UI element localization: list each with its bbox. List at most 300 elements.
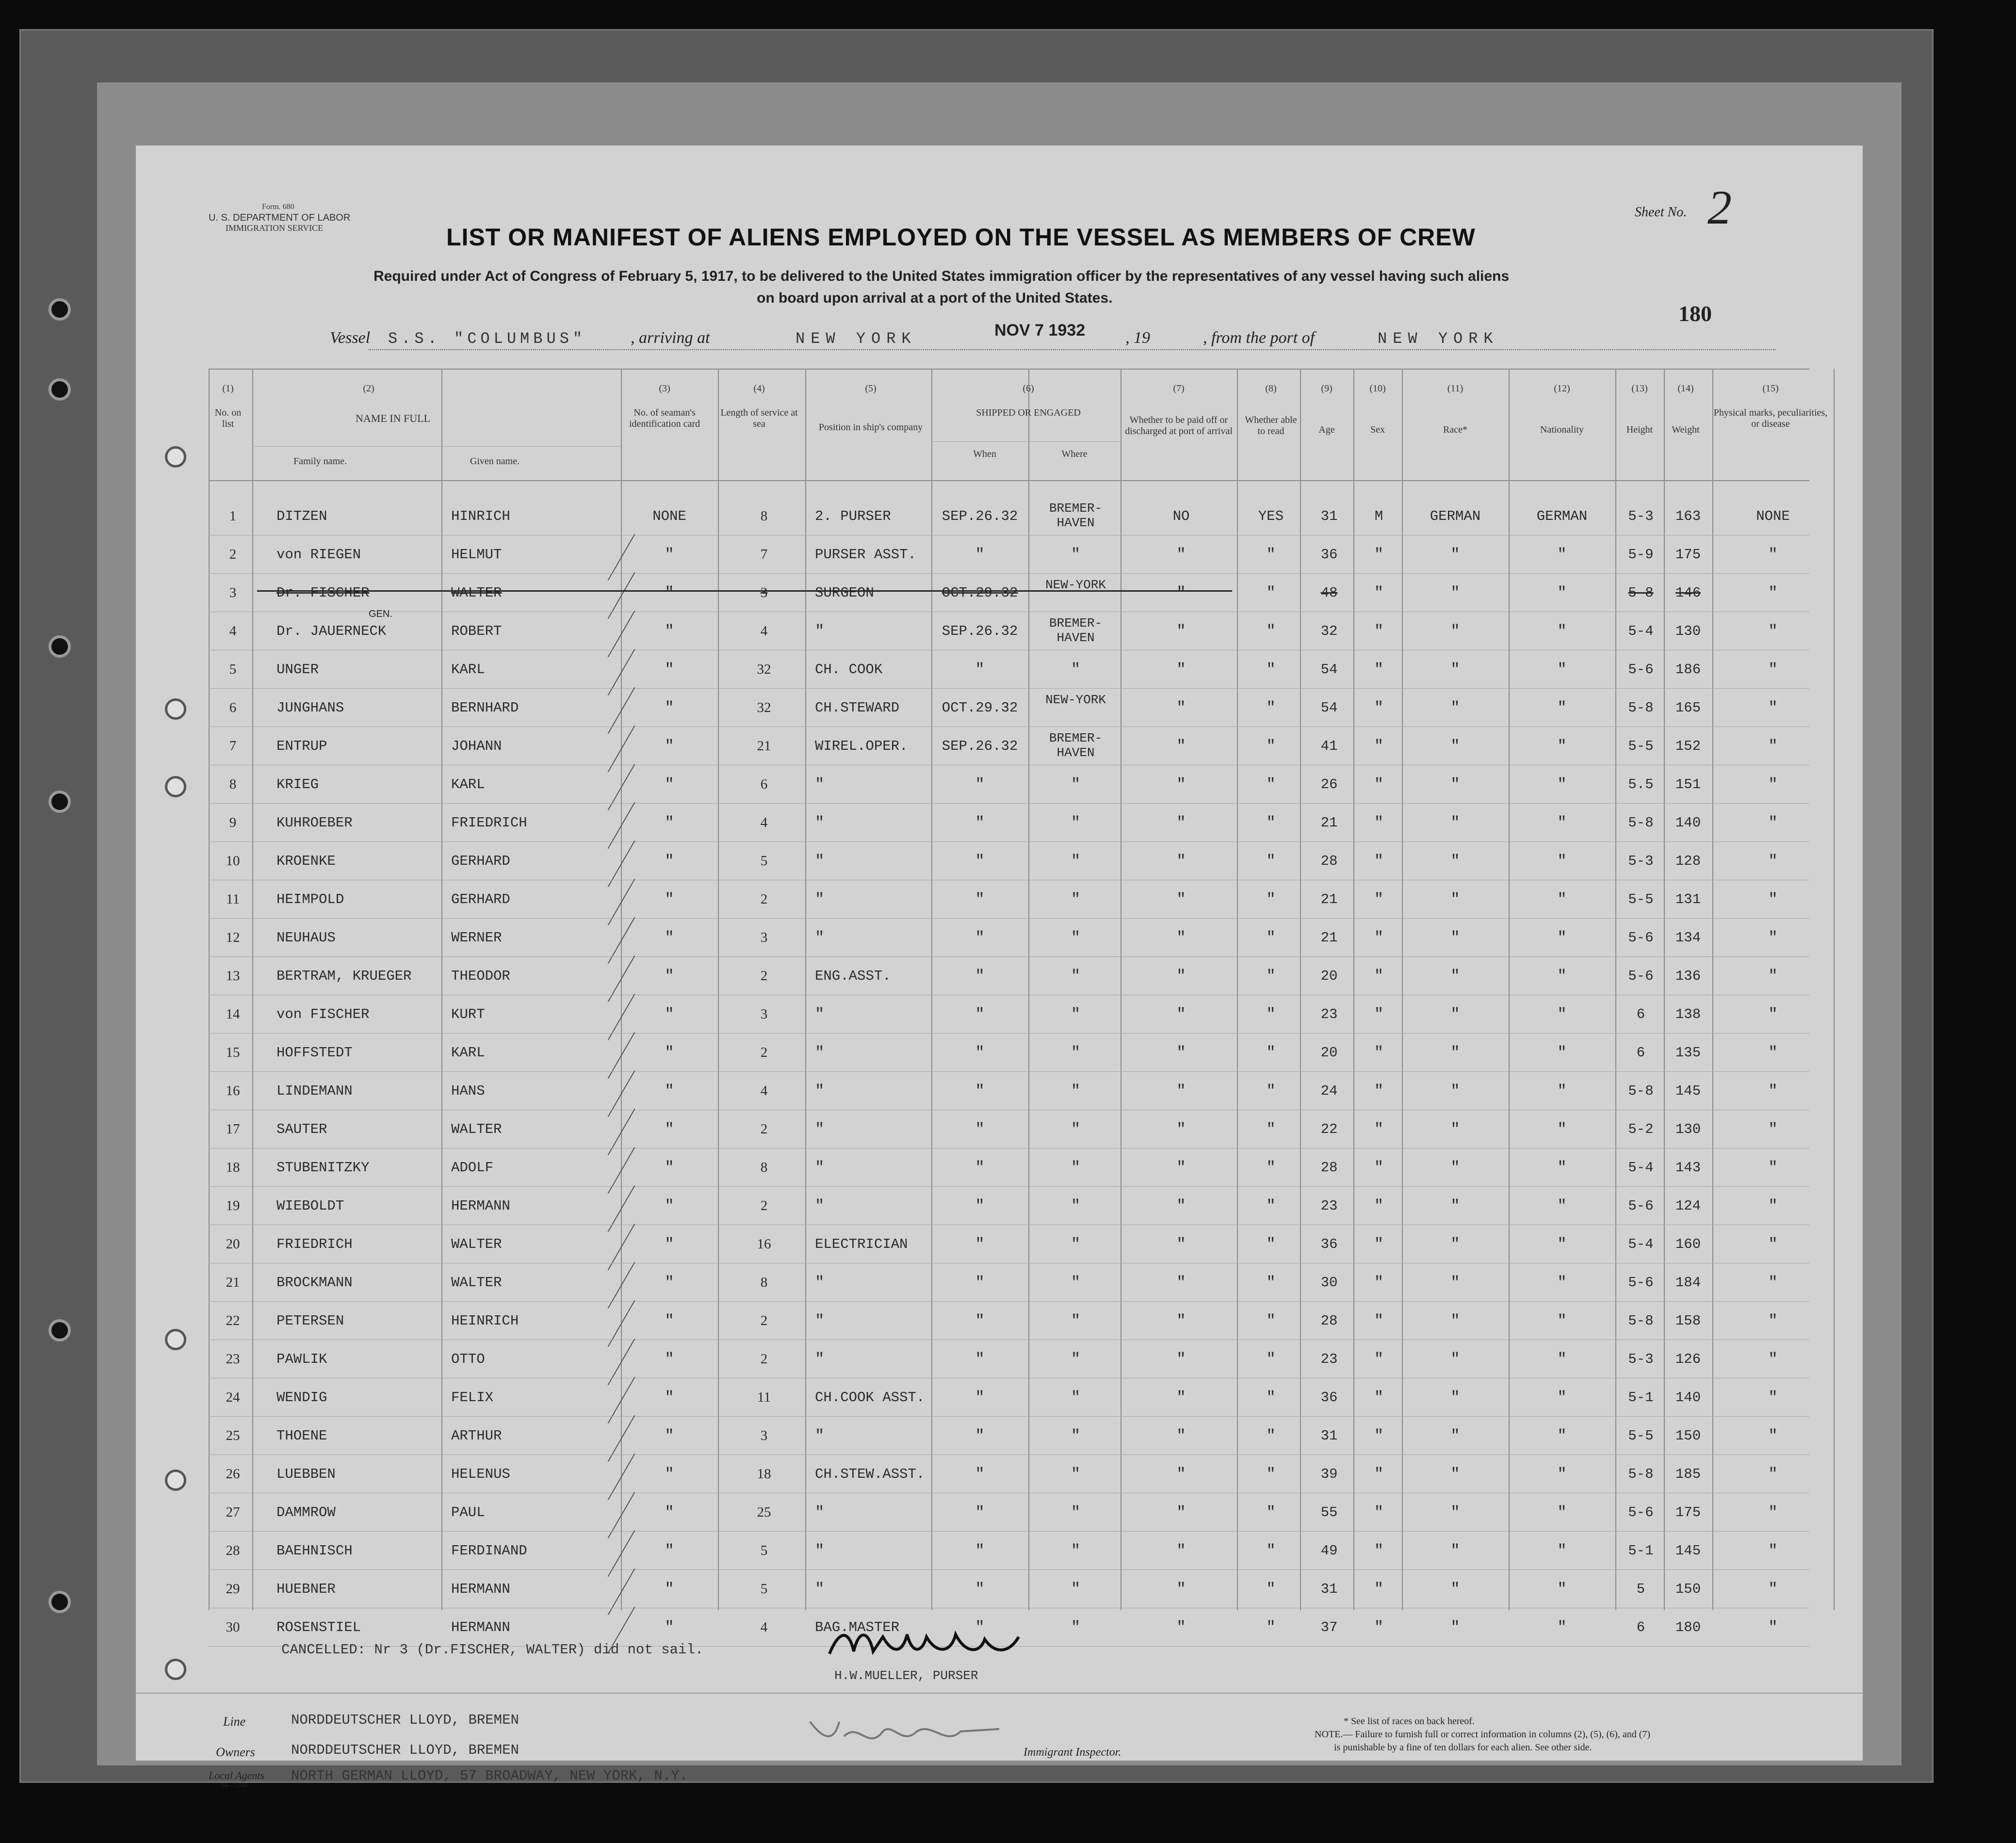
cell-where: " [1071,1580,1081,1598]
cell-race: " [1450,1044,1460,1062]
cell-marks: " [1768,1235,1778,1253]
cell-when: " [975,1274,985,1292]
cell-age: 31 [1320,1428,1338,1444]
cell-paid: " [1176,852,1186,870]
cell-age: 22 [1320,1121,1338,1137]
col2a-header: Family name. [293,456,347,467]
table-row [136,765,1863,804]
cell-given: GERHARD [451,853,510,869]
cell-where: NEW-YORK [1045,693,1106,707]
cell-age: 21 [1320,891,1338,907]
cell-race: " [1450,967,1460,985]
cell-no: 16 [226,1083,240,1099]
cell-family: UNGER [276,662,319,678]
cell-when: " [975,776,985,793]
cell-nationality: " [1557,967,1567,985]
cell-where: " [1071,1350,1081,1368]
cell-where: " [1071,1197,1081,1215]
cell-age: 36 [1320,1390,1338,1406]
table-row [136,1187,1863,1225]
cell-sex: " [1374,661,1384,679]
cell-marks: " [1768,814,1778,832]
cell-age: 49 [1320,1543,1338,1559]
table-row [136,1417,1863,1455]
cell-nationality: " [1557,1312,1567,1330]
col3-header: No. of seaman's identification card [629,407,700,429]
punch-hole [49,635,71,658]
cell-read: " [1266,1312,1276,1330]
vessel-label: Vessel [330,329,371,347]
cell-paid: " [1176,1389,1186,1406]
cell-nationality: " [1557,1274,1567,1292]
cell-sex: " [1374,929,1384,947]
cell-nationality: " [1557,852,1567,870]
line-value: NORDDEUTSCHER LLOYD, BREMEN [291,1712,519,1728]
cell-card: " [665,1159,674,1177]
cell-nationality: " [1557,1618,1567,1636]
cell-age: 32 [1320,623,1338,639]
cell-race: " [1450,852,1460,870]
cell-age: 48 [1320,585,1338,601]
year-label: , 19 [1125,329,1150,347]
cell-height: 5-3 [1628,508,1654,524]
cell-given: HERMANN [451,1581,510,1597]
page-ring [165,446,186,468]
page-title: LIST OR MANIFEST OF ALIENS EMPLOYED ON THE VESSEL AS MEMBERS OF CREW [446,224,1476,251]
col1-header: No. on list [214,407,242,429]
cell-read: " [1266,1504,1276,1521]
cell-read: " [1266,546,1276,564]
cell-read: YES [1258,508,1284,524]
cell-race: " [1450,1350,1460,1368]
department: U. S. DEPARTMENT OF LABOR [209,212,351,223]
cell-read: " [1266,776,1276,793]
cell-nationality: " [1557,1197,1567,1215]
cell-service: 6 [760,776,768,792]
cell-nationality: " [1557,1427,1567,1445]
cell-when: " [975,1465,985,1483]
col2-num: (2) [363,383,374,394]
cell-where: " [1071,1618,1081,1636]
col11-num: (11) [1447,383,1463,394]
cell-marks: " [1768,1618,1778,1636]
cell-weight: 150 [1675,1428,1701,1444]
cell-marks: NONE [1756,508,1790,524]
cell-when: " [975,929,985,947]
cell-card: " [665,584,674,602]
cell-nationality: " [1557,1235,1567,1253]
cell-paid: " [1176,1120,1186,1138]
cell-when: " [975,1005,985,1023]
cell-when: " [975,1389,985,1406]
cell-age: 36 [1320,1236,1338,1252]
cell-no: 14 [226,1006,240,1022]
cell-position: " [815,1504,825,1521]
note-fine: is punishable by a fine of ten dollars for each alien. See other side. [1334,1742,1592,1753]
cell-nationality: " [1557,1542,1567,1560]
row3-strike-line [257,590,1232,592]
col13-header: Height [1626,424,1653,435]
cell-service: 8 [760,1160,768,1175]
cell-age: 36 [1320,547,1338,563]
cell-height: 5-8 [1628,585,1654,601]
cell-race: " [1450,1312,1460,1330]
cell-height: 5-9 [1628,547,1654,563]
cell-family: Dr. JAUERNECK [276,623,387,639]
cell-family: FRIEDRICH [276,1236,353,1252]
cell-weight: 138 [1675,1006,1701,1022]
cell-card: " [665,1542,674,1560]
cell-nationality: " [1557,546,1567,564]
cell-service: 5 [760,853,768,869]
cell-height: 5-8 [1628,815,1654,831]
cell-race: " [1450,1389,1460,1406]
col11-header: Race* [1443,424,1467,435]
cell-weight: 185 [1675,1466,1701,1482]
table-row [136,919,1863,957]
cell-height: 5-3 [1628,853,1654,869]
cell-family: JUNGHANS [276,700,344,716]
cell-family: NEUHAUS [276,930,336,946]
cell-weight: 130 [1675,1121,1701,1137]
cell-weight: 163 [1675,508,1701,524]
cell-given: HERMANN [451,1198,510,1214]
stamp-number: 180 [1678,301,1712,326]
cell-height: 5-4 [1628,1160,1654,1176]
cell-where: " [1071,1159,1081,1177]
cell-read: " [1266,1389,1276,1406]
cell-position: " [815,1044,825,1062]
cell-family: ENTRUP [276,738,327,754]
cell-marks: " [1768,1542,1778,1560]
cell-when: " [975,1542,985,1560]
col2b-header: Given name. [470,456,520,467]
cell-where: " [1071,852,1081,870]
cell-race: " [1450,1542,1460,1560]
note-failure: NOTE.— Failure to furnish full or correct information in columns (2), (5), (6), and (7) [1315,1729,1651,1740]
cell-weight: 130 [1675,623,1701,639]
cell-race: " [1450,1465,1460,1483]
cell-nationality: " [1557,1580,1567,1598]
table-row [136,880,1863,919]
cell-card: NONE [652,508,686,524]
cell-where: " [1071,1274,1081,1292]
cell-family: HOFFSTEDT [276,1045,353,1061]
cell-card: " [665,699,674,717]
cell-age: 41 [1320,738,1338,754]
cell-position: " [815,929,825,947]
cell-sex: " [1374,814,1384,832]
cell-no: 18 [226,1160,240,1175]
cell-given: FELIX [451,1390,494,1406]
cell-service: 16 [757,1236,771,1252]
cell-when: " [975,890,985,908]
cell-service: 2 [760,1351,768,1367]
cell-card: " [665,967,674,985]
cell-given: HELMUT [451,547,502,563]
cell-where: " [1071,1389,1081,1406]
col9-header: Age [1318,424,1335,435]
cell-read: " [1266,929,1276,947]
cell-no: 2 [229,547,237,562]
cell-given: KARL [451,662,485,678]
cell-height: 5-8 [1628,1313,1654,1329]
cell-sex: " [1374,1312,1384,1330]
cell-service: 8 [760,1275,768,1290]
cell-where: " [1071,1542,1081,1560]
cell-service: 2 [760,891,768,907]
cell-card: " [665,776,674,793]
form-number: Form. 680 [262,203,294,211]
cell-read: " [1266,1350,1276,1368]
cell-card: " [665,1504,674,1521]
cell-no: 6 [229,700,237,715]
cell-given: ROBERT [451,623,502,639]
table-row [136,995,1863,1034]
cell-nationality: " [1557,1465,1567,1483]
cell-age: 28 [1320,1313,1338,1329]
cell-race: GERMAN [1430,508,1481,524]
table-row [136,1493,1863,1532]
cell-when: " [975,1350,985,1368]
cell-position: " [815,1542,825,1560]
col6a-header: When [973,449,996,459]
cell-weight: 140 [1675,1390,1701,1406]
cell-when: " [975,1082,985,1100]
cell-paid: " [1176,1312,1186,1330]
cell-sex: " [1374,1427,1384,1445]
cell-marks: " [1768,967,1778,985]
punch-hole [49,298,71,321]
cell-race: " [1450,1235,1460,1253]
cell-age: 54 [1320,700,1338,716]
cell-marks: " [1768,1005,1778,1023]
cell-service: 8 [760,508,768,524]
footer-rule [136,1693,1863,1694]
cell-height: 6 [1636,1619,1645,1635]
cell-family: THOENE [276,1428,327,1444]
cell-height: 5-6 [1628,930,1654,946]
cell-age: 31 [1320,508,1338,524]
table-row [136,612,1863,650]
cell-race: " [1450,776,1460,793]
cell-height: 5-6 [1628,1275,1654,1291]
cell-no: 10 [226,853,240,869]
cell-position: CH.STEWARD [815,700,900,716]
cell-weight: 126 [1675,1351,1701,1367]
cell-given: KARL [451,1045,485,1061]
cell-read: " [1266,1197,1276,1215]
cell-race: " [1450,1618,1460,1636]
cell-race: " [1450,929,1460,947]
cell-read: " [1266,622,1276,640]
col10-num: (10) [1369,383,1386,394]
cell-age: 23 [1320,1198,1338,1214]
cell-when: OCT.29.32 [942,585,1018,601]
cell-family: PETERSEN [276,1313,344,1329]
cell-given: GERHARD [451,891,510,907]
cell-given: HERMANN [451,1619,510,1635]
cell-paid: " [1176,776,1186,793]
cell-card: " [665,1235,674,1253]
cell-no: 5 [229,662,237,677]
cell-read: " [1266,814,1276,832]
cell-family: ROSENSTIEL [276,1619,361,1635]
cell-race: " [1450,1580,1460,1598]
cell-marks: " [1768,1274,1778,1292]
cell-no: 30 [226,1619,240,1635]
cell-where: BREMER-HAVEN [1049,731,1103,760]
cell-paid: NO [1172,508,1190,524]
cell-when: " [975,1197,985,1215]
cell-family: DITZEN [276,508,327,524]
cell-card: " [665,1274,674,1292]
cell-sex: " [1374,622,1384,640]
cell-paid: " [1176,1465,1186,1483]
cell-weight: 146 [1675,585,1701,601]
cell-card: " [665,1350,674,1368]
cell-given: WALTER [451,1275,502,1291]
cell-age: 30 [1320,1275,1338,1291]
punch-hole [49,791,71,813]
cell-position: " [815,622,825,640]
cell-family: DAMMROW [276,1504,336,1520]
cell-height: 5-5 [1628,891,1654,907]
table-row [136,1110,1863,1148]
cell-given: BERNHARD [451,700,519,716]
cell-age: 39 [1320,1466,1338,1482]
cell-family: von RIEGEN [276,547,361,563]
col5-header: Position in ship's company [818,422,923,433]
cell-service: 32 [757,662,771,677]
cell-no: 23 [226,1351,240,1367]
cell-paid: " [1176,737,1186,755]
cell-when: " [975,1235,985,1253]
cell-nationality: " [1557,1159,1567,1177]
cell-height: 5-8 [1628,700,1654,716]
cell-race: " [1450,1274,1460,1292]
cell-paid: " [1176,1427,1186,1445]
cell-card: " [665,1465,674,1483]
cell-position: ENG.ASST. [815,968,891,984]
cell-service: 7 [760,547,768,562]
header-rule [209,369,1809,370]
cell-race: " [1450,1197,1460,1215]
cell-position: " [815,1005,825,1023]
cell-no: 11 [226,891,240,907]
cell-where: " [1071,1082,1081,1100]
cell-height: 5-6 [1628,968,1654,984]
cell-marks: " [1768,737,1778,755]
cell-read: " [1266,1120,1276,1138]
cell-height: 5-5 [1628,1428,1654,1444]
cell-nationality: " [1557,814,1567,832]
subtitle-line2: on board upon arrival at a port of the United States. [757,290,1113,306]
cell-sex: " [1374,1350,1384,1368]
cell-age: 23 [1320,1351,1338,1367]
cell-service: 3 [760,1006,768,1022]
cell-nationality: " [1557,1082,1567,1100]
cell-when: " [975,852,985,870]
cell-given: ARTHUR [451,1428,502,1444]
cancelled-note: CANCELLED: Nr 3 (Dr.FISCHER, WALTER) did not sail. [281,1642,704,1658]
agents-code: 14—1240 [221,1782,248,1789]
cell-position: WIREL.OPER. [815,738,908,754]
cell-sex: " [1374,1542,1384,1560]
cell-where: " [1071,1120,1081,1138]
cell-where: " [1071,776,1081,793]
cell-race: " [1450,699,1460,717]
cell-nationality: " [1557,1504,1567,1521]
cell-no: 8 [229,776,237,792]
cell-weight: 134 [1675,930,1701,946]
cell-nationality: " [1557,584,1567,602]
col15-num: (15) [1762,383,1779,394]
cell-weight: 136 [1675,968,1701,984]
cell-race: " [1450,737,1460,755]
cell-position: " [815,890,825,908]
cell-service: 5 [760,1581,768,1597]
cell-where: NEW-YORK [1045,578,1106,592]
cell-family: SAUTER [276,1121,327,1137]
cell-paid: " [1176,967,1186,985]
cell-no: 12 [226,930,240,945]
cell-weight: 131 [1675,891,1701,907]
cell-position: " [815,1159,825,1177]
cell-age: 21 [1320,930,1338,946]
cell-marks: " [1768,1312,1778,1330]
cell-position: BAG.MASTER [815,1619,900,1635]
cell-when: " [975,1618,985,1636]
cell-age: 37 [1320,1619,1338,1635]
subtitle-line1: Required under Act of Congress of February 5, 1917, to be delivered to the United States immigration officer by the representatives of any vessel having such aliens [374,268,1510,284]
cell-race: " [1450,622,1460,640]
cell-family: KUHROEBER [276,815,353,831]
cell-family: Dr. FISCHER [276,585,370,601]
row13-gen-note: GEN. [369,609,392,619]
cell-read: " [1266,1542,1276,1560]
cell-family: KRIEG [276,776,319,792]
table-row [136,1378,1863,1417]
cell-marks: " [1768,1044,1778,1062]
service: IMMIGRATION SERVICE [226,223,324,233]
cell-nationality: " [1557,890,1567,908]
punch-hole [49,378,71,401]
cell-race: " [1450,890,1460,908]
cell-no: 26 [226,1466,240,1482]
cell-card: " [665,1005,674,1023]
cell-marks: " [1768,622,1778,640]
cell-position: " [815,1312,825,1330]
cell-sex: " [1374,1235,1384,1253]
cell-age: 28 [1320,853,1338,869]
cell-age: 55 [1320,1504,1338,1520]
cell-where: " [1071,1504,1081,1521]
punch-hole [49,1591,71,1613]
cell-marks: " [1768,1389,1778,1406]
cell-paid: " [1176,661,1186,679]
cell-paid: " [1176,1542,1186,1560]
cell-paid: " [1176,1504,1186,1521]
agents-label: Local Agents [209,1769,265,1781]
cell-card: " [665,929,674,947]
note-races: * See list of races on back hereof. [1344,1716,1475,1727]
table-row [136,1532,1863,1570]
cell-sex: " [1374,546,1384,564]
cell-weight: 140 [1675,815,1701,831]
cell-service: 5 [760,1543,768,1558]
col8-num: (8) [1265,383,1277,394]
